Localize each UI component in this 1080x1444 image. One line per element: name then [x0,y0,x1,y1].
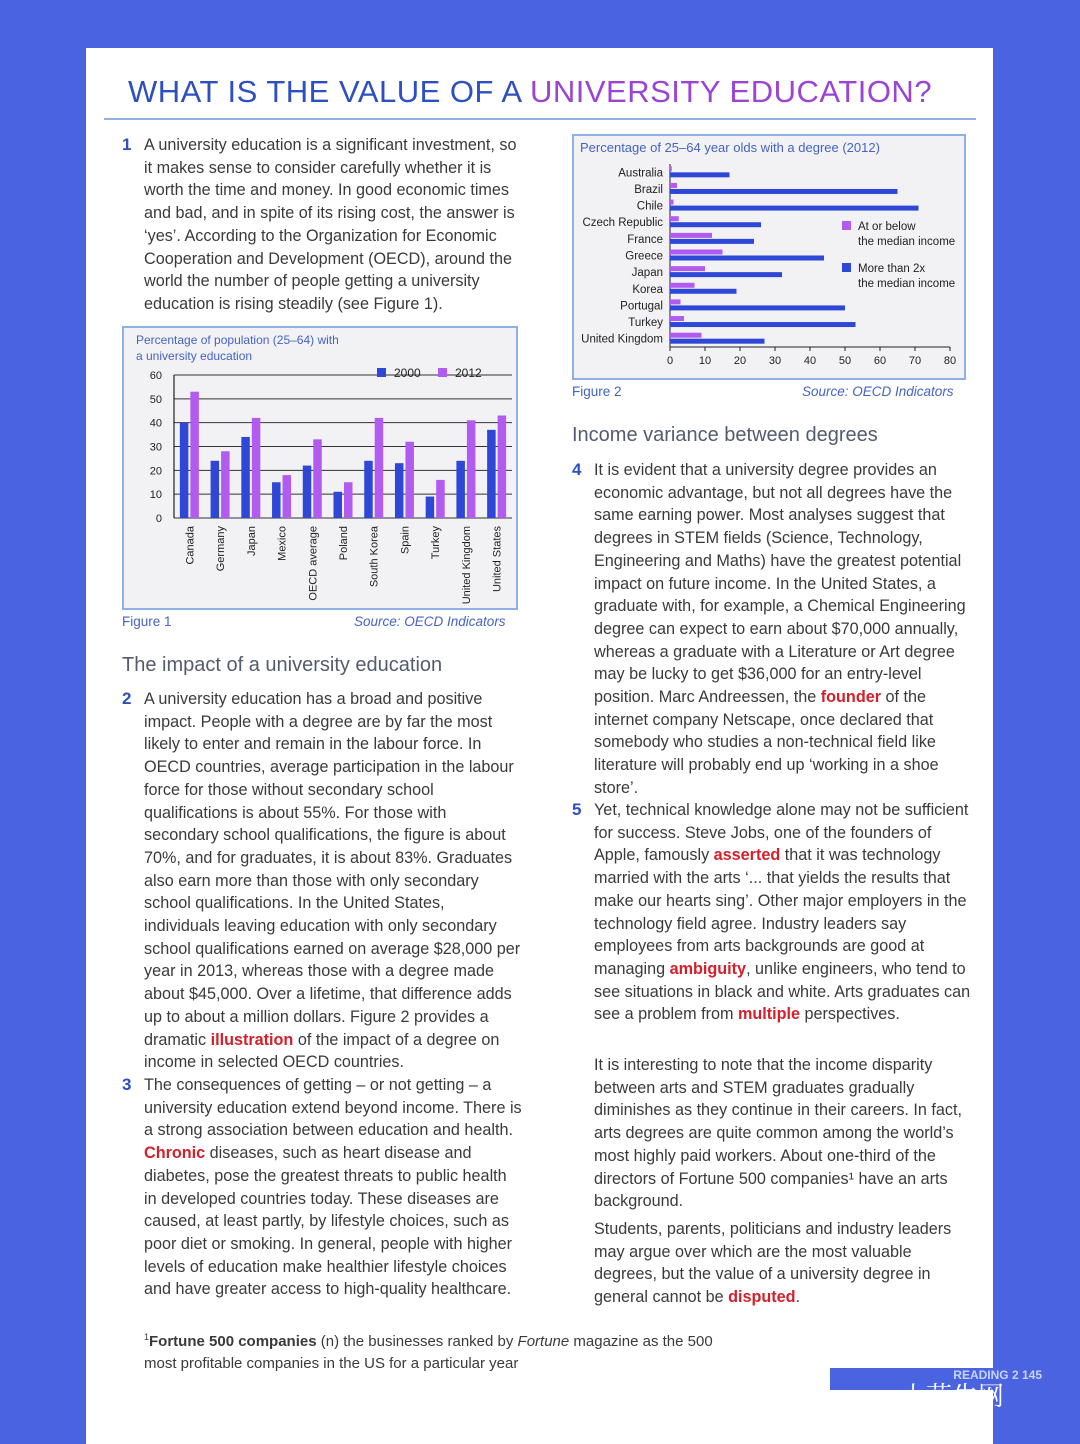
text-run: magazine as the 500 most profitable companies in the US for a particular year [144,1333,713,1372]
x-category-label: Spain [399,526,412,555]
paragraph-4 [572,459,972,800]
figure-1-chart [124,328,516,608]
bar-more-than-2x-median [670,339,765,344]
text-run: A university education has a broad and positive impact. People with a degree are by far the most likely to enter and remain in the labour force. In OECD countries, average participation in the labour force for those without secondary school qualifications is about 55%. For those with secondary school qualifications, the figure is about 70%, and for graduates, it is about 83%. Graduates also earn more than those with only secondary school qualifications. In the United States, individuals leaving education with only secondary school qualifications earned on average $28,000 per year in 2013, whereas those with a degree made about $45,000. Over a lifetime, that difference adds up to about a million dollars. Figure 2 provides a dramatic [144,690,521,1049]
legend-swatch-low [842,221,851,230]
bar-more-than-2x-median [670,189,898,194]
x-tick-label: 60 [873,355,887,367]
paragraph-number: 1 [122,135,132,154]
bar-2012 [221,451,230,518]
paragraph-text [144,688,522,1074]
bar-2012 [498,416,507,518]
y-tick-label: 20 [149,465,162,478]
section-heading-income-variance: Income variance between degrees [572,424,878,446]
x-tick-label: 50 [838,355,852,367]
text-run: of the impact of a degree on income in selected OECD countries. [144,1030,500,1072]
bar-at-or-below-median [670,250,723,255]
bar-2000 [456,461,465,518]
page-title [128,74,932,110]
bar-2000 [487,430,496,518]
x-category-label: Canada [184,526,197,565]
bar-more-than-2x-median [670,272,782,277]
figure-2-box [572,134,966,380]
y-tick-label: 30 [149,441,162,454]
bar-2012 [313,439,322,518]
y-category-label: Czech Republic [582,217,663,230]
title-part-2: UNIVERSITY EDUCATION? [529,74,933,109]
bar-at-or-below-median [670,299,681,304]
text-run: It is evident that a university degree provides an economic advantage, but not all degrees have the same earning power. Most analyses suggest that degrees in STEM fields (Science, Technology, Engineering and Maths) have the greatest potential impact on future income. In the United States, a graduate with, for example, a Chemical Engineering degree can expect to earn about $70,000 annually, whereas a graduate with a Literature or Art degree may be lucky to get $36,000 for an entry-level position. Marc Andreessen, the [594,461,966,707]
x-category-label: Poland [338,526,350,561]
paragraph-2 [122,688,522,1074]
x-category-label: Japan [245,526,258,556]
paragraph-5 [572,799,972,1026]
figure-2-chart [574,136,964,378]
paragraph-text [594,459,972,800]
text-run: . [795,1288,801,1307]
bar-more-than-2x-median [670,222,761,227]
x-tick-label: 80 [943,355,957,367]
textbook-page [86,48,993,1444]
highlight-word: asserted [713,846,781,865]
section-heading-impact: The impact of a university education [122,654,443,676]
footnote-emphasis: Fortune [517,1333,570,1350]
paragraph-1 [122,134,522,316]
text-run: Students, parents, politicians and industry leaders may argue over which are the most valuable degrees, but the value of a university degree in general cannot be [594,1220,952,1307]
figure-1-source: Source: OECD Indicators [354,614,506,629]
paragraph-text [144,1074,522,1301]
bar-at-or-below-median [670,166,672,171]
y-category-label: Australia [618,167,663,180]
y-tick-label: 0 [155,513,162,525]
bar-at-or-below-median [670,183,677,188]
legend-label-low: the median income [858,236,956,248]
y-category-label: Japan [631,267,663,280]
x-tick-label: 10 [698,355,712,367]
y-tick-label: 60 [149,370,162,382]
x-tick-label: 70 [908,355,922,367]
footnote-marker: 1 [144,1332,150,1342]
text-run: perspectives. [800,1005,900,1024]
bar-more-than-2x-median [670,172,730,177]
bar-more-than-2x-median [670,322,856,327]
x-category-label: Turkey [430,526,443,560]
x-tick-label: 30 [768,355,782,367]
legend-label-2012: 2012 [455,366,482,380]
y-category-label: Portugal [620,300,663,313]
text-run: that it was technology married with the arts ‘... that yields the results that make our hearts sing’. Other major employers in the technology field agree. Industry leaders say employees from arts backgrounds are good at managing [594,846,967,978]
bar-at-or-below-median [670,283,695,288]
text-run: , unlike engineers, who tend to see situations in black and white. Arts graduates can see a problem from [594,959,971,1024]
watermark: 小花生网 [900,1382,1005,1412]
y-category-label: France [627,233,663,246]
text-run: (n) the businesses ranked by [316,1333,518,1350]
x-category-label: United Kingdom [460,526,473,605]
x-category-label: United States [491,526,504,593]
highlight-word: founder [820,688,882,707]
legend-label-high: the median income [858,278,956,290]
bar-more-than-2x-median [670,256,824,261]
title-part-1: WHAT IS THE VALUE OF A [128,74,530,109]
highlight-word: multiple [737,1005,801,1024]
figure-2-source: Source: OECD Indicators [802,384,954,399]
legend-label-low: At or below [858,221,916,233]
y-category-label: Chile [636,200,663,213]
bar-more-than-2x-median [670,305,845,310]
y-tick-label: 50 [149,393,162,406]
bar-2000 [426,497,435,518]
y-category-label: Korea [632,283,663,296]
bar-2000 [272,482,281,518]
bar-2012 [344,482,353,518]
legend-swatch-2012 [438,368,447,377]
paragraph-text: A university education is a significant investment, so it makes sense to consider carefully whether it is worth the time and money. In good economic times and bad, and in spite of its rising cost, the answer is ‘yes’. According to the Organization for Economic Cooperation and Development (OECD), around the world the number of people getting a university education is rising steadily (see Figure 1). [144,136,517,313]
y-category-label: Brazil [634,183,663,196]
x-category-label: South Korea [368,526,381,588]
x-tick-label: 0 [666,355,674,367]
paragraph-7 [594,1218,972,1309]
bar-more-than-2x-median [670,289,737,294]
paragraph-number: 4 [572,460,582,479]
bar-2012 [467,420,476,518]
figure-2-caption: Figure 2 [572,384,622,399]
x-category-label: OECD average [307,526,320,601]
x-category-label: Mexico [276,526,289,561]
bar-2000 [334,492,343,518]
chart-title: Percentage of population (25–64) with [136,333,339,347]
bar-at-or-below-median [670,233,712,238]
bar-2012 [405,442,414,518]
bar-2012 [436,480,445,518]
highlight-word: illustration [210,1030,294,1049]
chart-title: a university education [136,349,253,363]
bar-at-or-below-median [670,333,702,338]
paragraph-text [594,799,972,1026]
text-run: diseases, such as heart disease and diabetes, pose the greatest threats to public health in developed countries today. These diseases are caused, at least partly, by lifestyle choices, such as poor diet or smoking. In general, people with higher levels of education make healthier lifestyle choices and have greater access to high-quality healthcare. [144,1144,513,1299]
bar-at-or-below-median [670,266,705,271]
bar-2012 [252,418,261,518]
footnote-term: Fortune 500 companies [149,1333,317,1350]
paragraph-number: 2 [122,689,132,708]
bar-more-than-2x-median [670,239,754,244]
y-category-label: United Kingdom [581,333,663,346]
y-category-label: Turkey [628,317,663,330]
paragraph-6: It is interesting to note that the income disparity between arts and STEM graduates gradually diminishes as they continue in their careers. In fact, arts degrees are quite common among the world’s most highly paid workers. About one-third of the directors of Fortune 500 companies¹ have an arts background. [594,1056,962,1211]
bar-2012 [283,475,292,518]
paragraph-number: 3 [122,1075,132,1094]
figure-1-caption: Figure 1 [122,614,172,629]
chart-title: Percentage of 25–64 year olds with a degree (2012) [580,140,880,155]
bar-2012 [190,392,199,518]
x-tick-label: 40 [803,355,817,367]
bar-2000 [395,463,404,518]
legend-label-high: More than 2x [858,263,926,275]
paragraph-3 [122,1074,522,1301]
x-category-label: Germany [215,526,228,572]
y-tick-label: 10 [149,489,162,502]
x-tick-label: 20 [733,355,747,367]
y-tick-label: 40 [149,417,162,430]
legend-swatch-high [842,263,851,272]
page-number-label: READING 2 145 [953,1368,1042,1382]
bar-at-or-below-median [670,216,679,221]
bar-at-or-below-median [670,200,674,205]
legend-label-2000: 2000 [394,366,421,380]
bar-2000 [303,466,312,518]
paragraph-number: 5 [572,800,582,819]
bar-2000 [180,423,189,518]
text-run: of the internet company Netscape, once declared that somebody who studies a non-technical field like literature will probably end up ‘working in a shoe store’. [594,688,939,797]
highlight-word: Chronic [144,1144,206,1163]
bar-at-or-below-median [670,316,684,321]
y-category-label: Greece [625,250,663,263]
highlight-word: disputed [728,1288,796,1307]
bar-2012 [375,418,384,518]
bar-2000 [364,461,373,518]
text-run: Yet, technical knowledge alone may not be sufficient for success. Steve Jobs, one of the founders of Apple, famously [594,801,969,865]
bar-more-than-2x-median [670,206,919,211]
bar-2000 [211,461,220,518]
figure-1-box [122,326,518,610]
footnote [144,1326,744,1375]
legend-swatch-2000 [377,368,386,377]
text-run: The consequences of getting – or not getting – a university education extend beyond income. There is a strong association between education and health. [144,1076,522,1140]
title-rule [104,118,976,120]
bar-2000 [241,437,250,518]
highlight-word: ambiguity [669,959,747,978]
